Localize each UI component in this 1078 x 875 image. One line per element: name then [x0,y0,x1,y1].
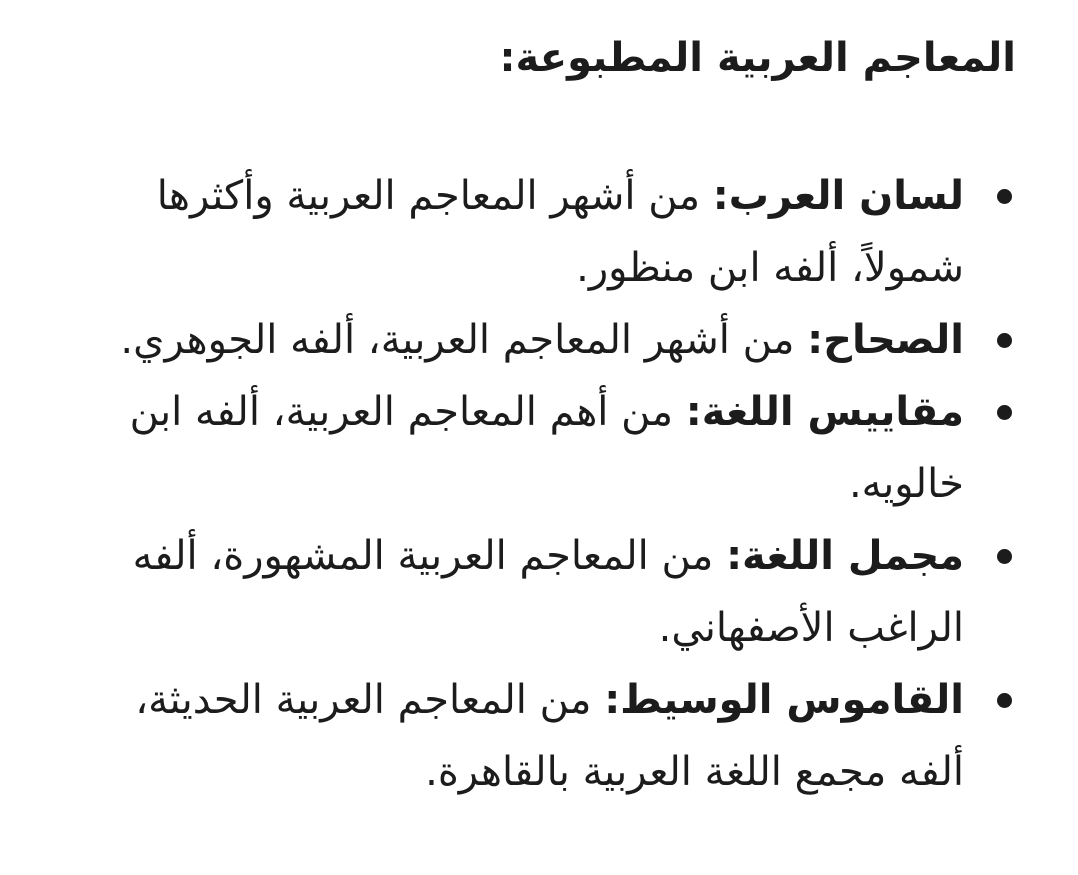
section-heading: المعاجم العربية المطبوعة: [499,35,1016,81]
dictionary-description: من المعاجم العربية المشهورة، ألفه الراغب الأصفهاني. [132,533,964,651]
dictionary-term: مقاييس اللغة: [685,389,964,435]
list-item [70,520,1016,664]
bullet-icon [997,549,1012,564]
list-item [70,160,1016,304]
dictionary-term: لسان العرب: [712,173,964,219]
list-item [70,304,1016,376]
dictionary-description: من أشهر المعاجم العربية، ألفه الجوهري. [120,317,808,363]
dictionary-description: من المعاجم العربية الحديثة، ألفه مجمع اللغة العربية بالقاهرة. [135,677,964,795]
bullet-icon [997,189,1012,204]
list-item [70,664,1016,808]
bullet-icon [997,693,1012,708]
dictionary-list [70,160,1016,808]
dictionary-description: من أهم المعاجم العربية، ألفه ابن خالويه. [129,389,964,507]
list-item [70,376,1016,520]
bullet-icon [997,405,1012,420]
dictionary-description: من أشهر المعاجم العربية وأكثرها شمولاً، ألفه ابن منظور. [156,173,964,291]
dictionary-term: القاموس الوسيط: [604,677,964,723]
dictionary-term: مجمل اللغة: [726,533,964,579]
dictionary-term: الصحاح: [807,317,964,363]
bullet-icon [997,333,1012,348]
